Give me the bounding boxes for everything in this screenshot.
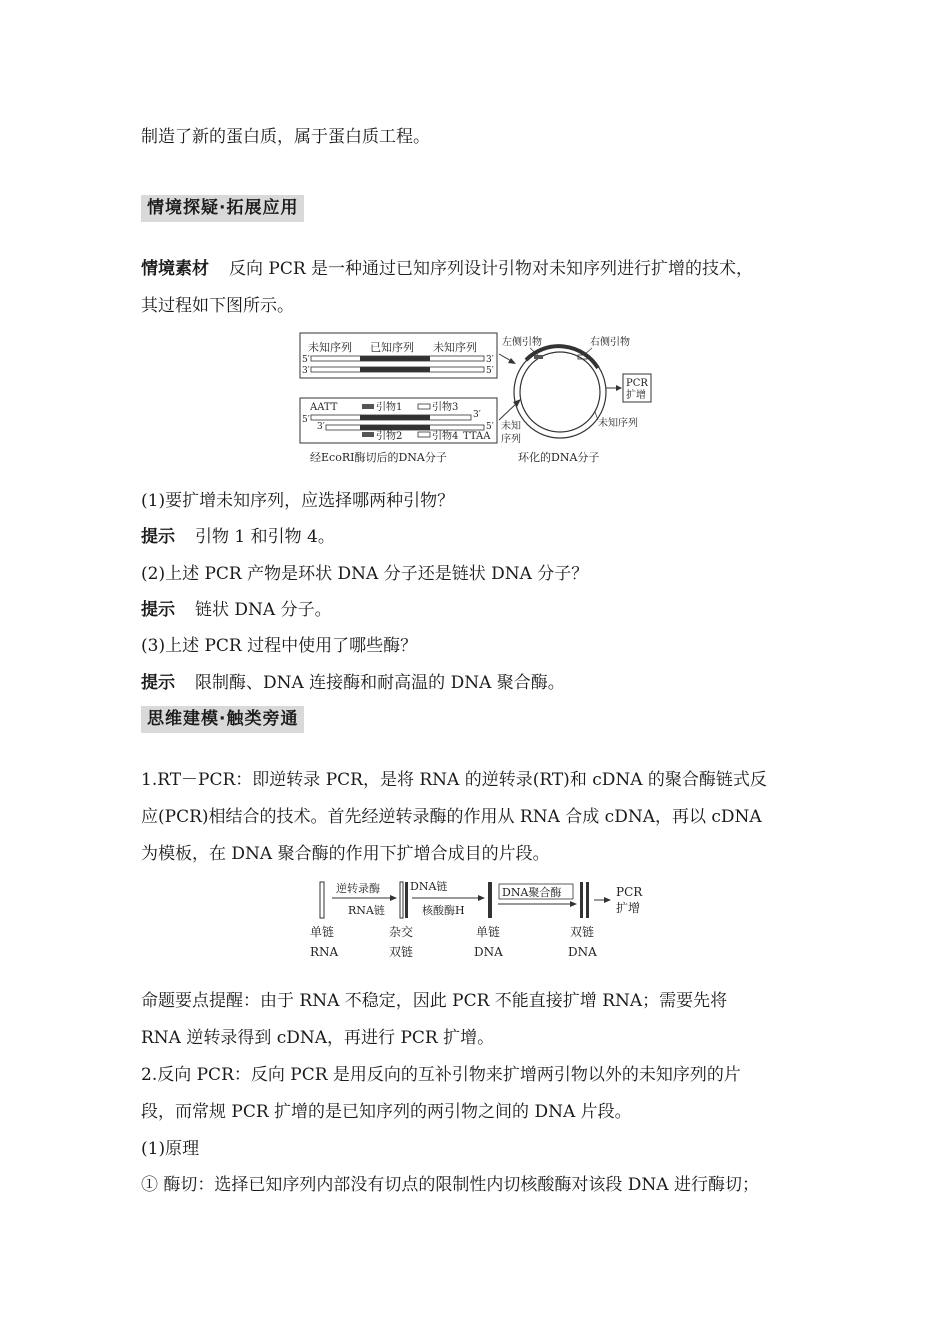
primer-3-label: 引物3 — [432, 402, 459, 413]
stage-label: 双链 — [570, 925, 595, 939]
pcr-label: PCR — [616, 885, 643, 899]
known-region — [360, 367, 430, 372]
stage-label: DNA — [568, 945, 597, 959]
rt-pcr-figure — [300, 874, 660, 968]
leader-line — [584, 348, 592, 355]
end-label: 3′ — [317, 422, 325, 432]
question-2: (2)上述 PCR 产物是环状 DNA 分子还是链状 DNA 分子？ — [141, 564, 589, 584]
section-heading-modeling: 思维建模·触类旁通 — [141, 706, 304, 733]
answer-text: 引物 1 和引物 4。 — [195, 527, 335, 547]
unknown-seq-label: 未知序列 — [598, 418, 638, 429]
arrowhead — [616, 385, 622, 391]
hint-label: 提示 — [141, 673, 175, 693]
material-line-2: 其过程如下图所示。 — [141, 296, 294, 316]
known-seq-label: 已知序列 — [370, 341, 414, 354]
primer-3-mark — [418, 404, 430, 409]
sticky-end-label: TTAA — [463, 431, 491, 442]
paragraph-rt-pcr-2: 应(PCR)相结合的技术。首先经逆转录酶的作用从 RNA 合成 cDNA，再以 cDNA — [141, 807, 762, 827]
stage-label: 单链 — [476, 925, 501, 939]
left-primer-label: 左侧引物 — [502, 337, 542, 348]
answer-2 — [141, 598, 332, 622]
unknown-seq-left-label: 未知序列 — [308, 341, 352, 354]
paragraph-rt-pcr-1: 1.RT－PCR：即逆转录 PCR，是将 RNA 的逆转录(RT)和 cDNA 的聚合酶链式反 — [141, 770, 767, 790]
paragraph-continuation: 制造了新的蛋白质，属于蛋白质工程。 — [141, 127, 430, 147]
primer-1-label: 引物1 — [376, 402, 403, 413]
primer-4-label: 引物4 — [432, 431, 459, 442]
end-label: 5′ — [486, 422, 494, 432]
answer-3 — [141, 671, 565, 695]
answer-text: 限制酶、DNA 连接酶和耐高温的 DNA 聚合酶。 — [195, 673, 565, 693]
right-primer-label: 右侧引物 — [590, 337, 630, 348]
primer-4-mark — [418, 432, 430, 437]
dna-strand — [586, 882, 589, 918]
figure-caption-right: 环化的DNA分子 — [518, 451, 600, 464]
rna-strand — [320, 882, 324, 918]
dna-strand — [580, 882, 583, 918]
hint-label: 提示 — [141, 527, 175, 547]
tip-line-1: 命题要点提醒：由于 RNA 不稳定，因此 PCR 不能直接扩增 RNA；需要先将 — [141, 991, 728, 1011]
arrow2-top-label: DNA链 — [410, 880, 448, 893]
hint-label: 提示 — [141, 600, 175, 620]
rna-strand — [400, 882, 403, 918]
arrowhead — [604, 897, 611, 903]
arrow1-top-label: 逆转录酶 — [336, 882, 380, 895]
end-label: 5′ — [302, 415, 310, 425]
unknown-label: 序列 — [501, 434, 521, 445]
question-1: (1)要扩增未知序列，应选择哪两种引物？ — [141, 491, 455, 511]
arrowhead — [508, 358, 516, 364]
reverse-pcr-figure — [298, 330, 658, 470]
arrowhead — [478, 895, 485, 901]
primer-2-label: 引物2 — [376, 431, 403, 442]
paragraph-rt-pcr-3: 为模板，在 DNA 聚合酶的作用下扩增合成目的片段。 — [141, 844, 550, 864]
known-region — [360, 415, 430, 420]
arrow2-bottom-label: 核酸酶H — [422, 904, 465, 917]
pcr-label: 扩增 — [616, 901, 641, 915]
answer-1 — [141, 525, 335, 549]
end-label: 5′ — [302, 355, 310, 365]
dna-strand — [405, 882, 408, 918]
leader-line — [595, 412, 598, 420]
known-region — [360, 356, 430, 361]
tip-line-2: RNA 逆转录得到 cDNA，再进行 PCR 扩增。 — [141, 1028, 495, 1048]
end-label: 3′ — [486, 355, 494, 365]
primer-2-mark — [362, 432, 374, 437]
end-label: 3′ — [302, 366, 310, 376]
arrowhead — [390, 895, 397, 901]
unknown-label: 未知 — [501, 421, 521, 432]
end-label: 3′ — [473, 410, 481, 420]
stage-label: 杂交 — [389, 925, 414, 939]
dna-strand — [488, 882, 492, 918]
material-line-1 — [141, 257, 753, 281]
arrow3-top-label: DNA聚合酶 — [502, 886, 562, 899]
arrowhead — [570, 901, 577, 907]
stage-label: DNA — [474, 945, 503, 959]
figure-caption-left: 经EcoRⅠ酶切后的DNA分子 — [310, 451, 447, 464]
end-label: 5′ — [486, 366, 494, 376]
circular-dna-inner — [520, 352, 600, 432]
section-heading-scenario: 情境探疑·拓展应用 — [141, 195, 304, 222]
known-region — [360, 425, 430, 430]
arrow — [499, 402, 518, 420]
stage-label: 双链 — [389, 945, 414, 959]
paragraph-reverse-pcr-1: 2.反向 PCR：反向 PCR 是用反向的互补引物来扩增两引物以外的未知序列的片 — [141, 1065, 741, 1085]
unknown-seq-right-label: 未知序列 — [433, 341, 477, 354]
paragraph-reverse-pcr-2: 段，而常规 PCR 扩增的是已知序列的两引物之间的 DNA 片段。 — [141, 1102, 632, 1122]
sticky-end-label: AATT — [310, 402, 338, 413]
material-label: 情境素材 — [141, 259, 209, 279]
primer-1-mark — [362, 404, 374, 409]
pcr-label: PCR — [626, 378, 648, 389]
question-3: (3)上述 PCR 过程中使用了哪些酶？ — [141, 636, 418, 656]
stage-label: 单链 — [310, 925, 335, 939]
step-1: ① 酶切：选择已知序列内部没有切点的限制性内切核酸酶对该段 DNA 进行酶切； — [141, 1175, 759, 1195]
answer-text: 链状 DNA 分子。 — [195, 600, 332, 620]
stage-label: RNA — [310, 945, 339, 959]
principle-heading: (1)原理 — [141, 1139, 200, 1159]
arrow1-bottom-label: RNA链 — [348, 904, 385, 917]
material-text-1: 反向 PCR 是一种通过已知序列设计引物对未知序列进行扩增的技术， — [229, 259, 754, 279]
pcr-label: 扩增 — [626, 390, 646, 401]
left-primer-mark — [534, 355, 543, 359]
